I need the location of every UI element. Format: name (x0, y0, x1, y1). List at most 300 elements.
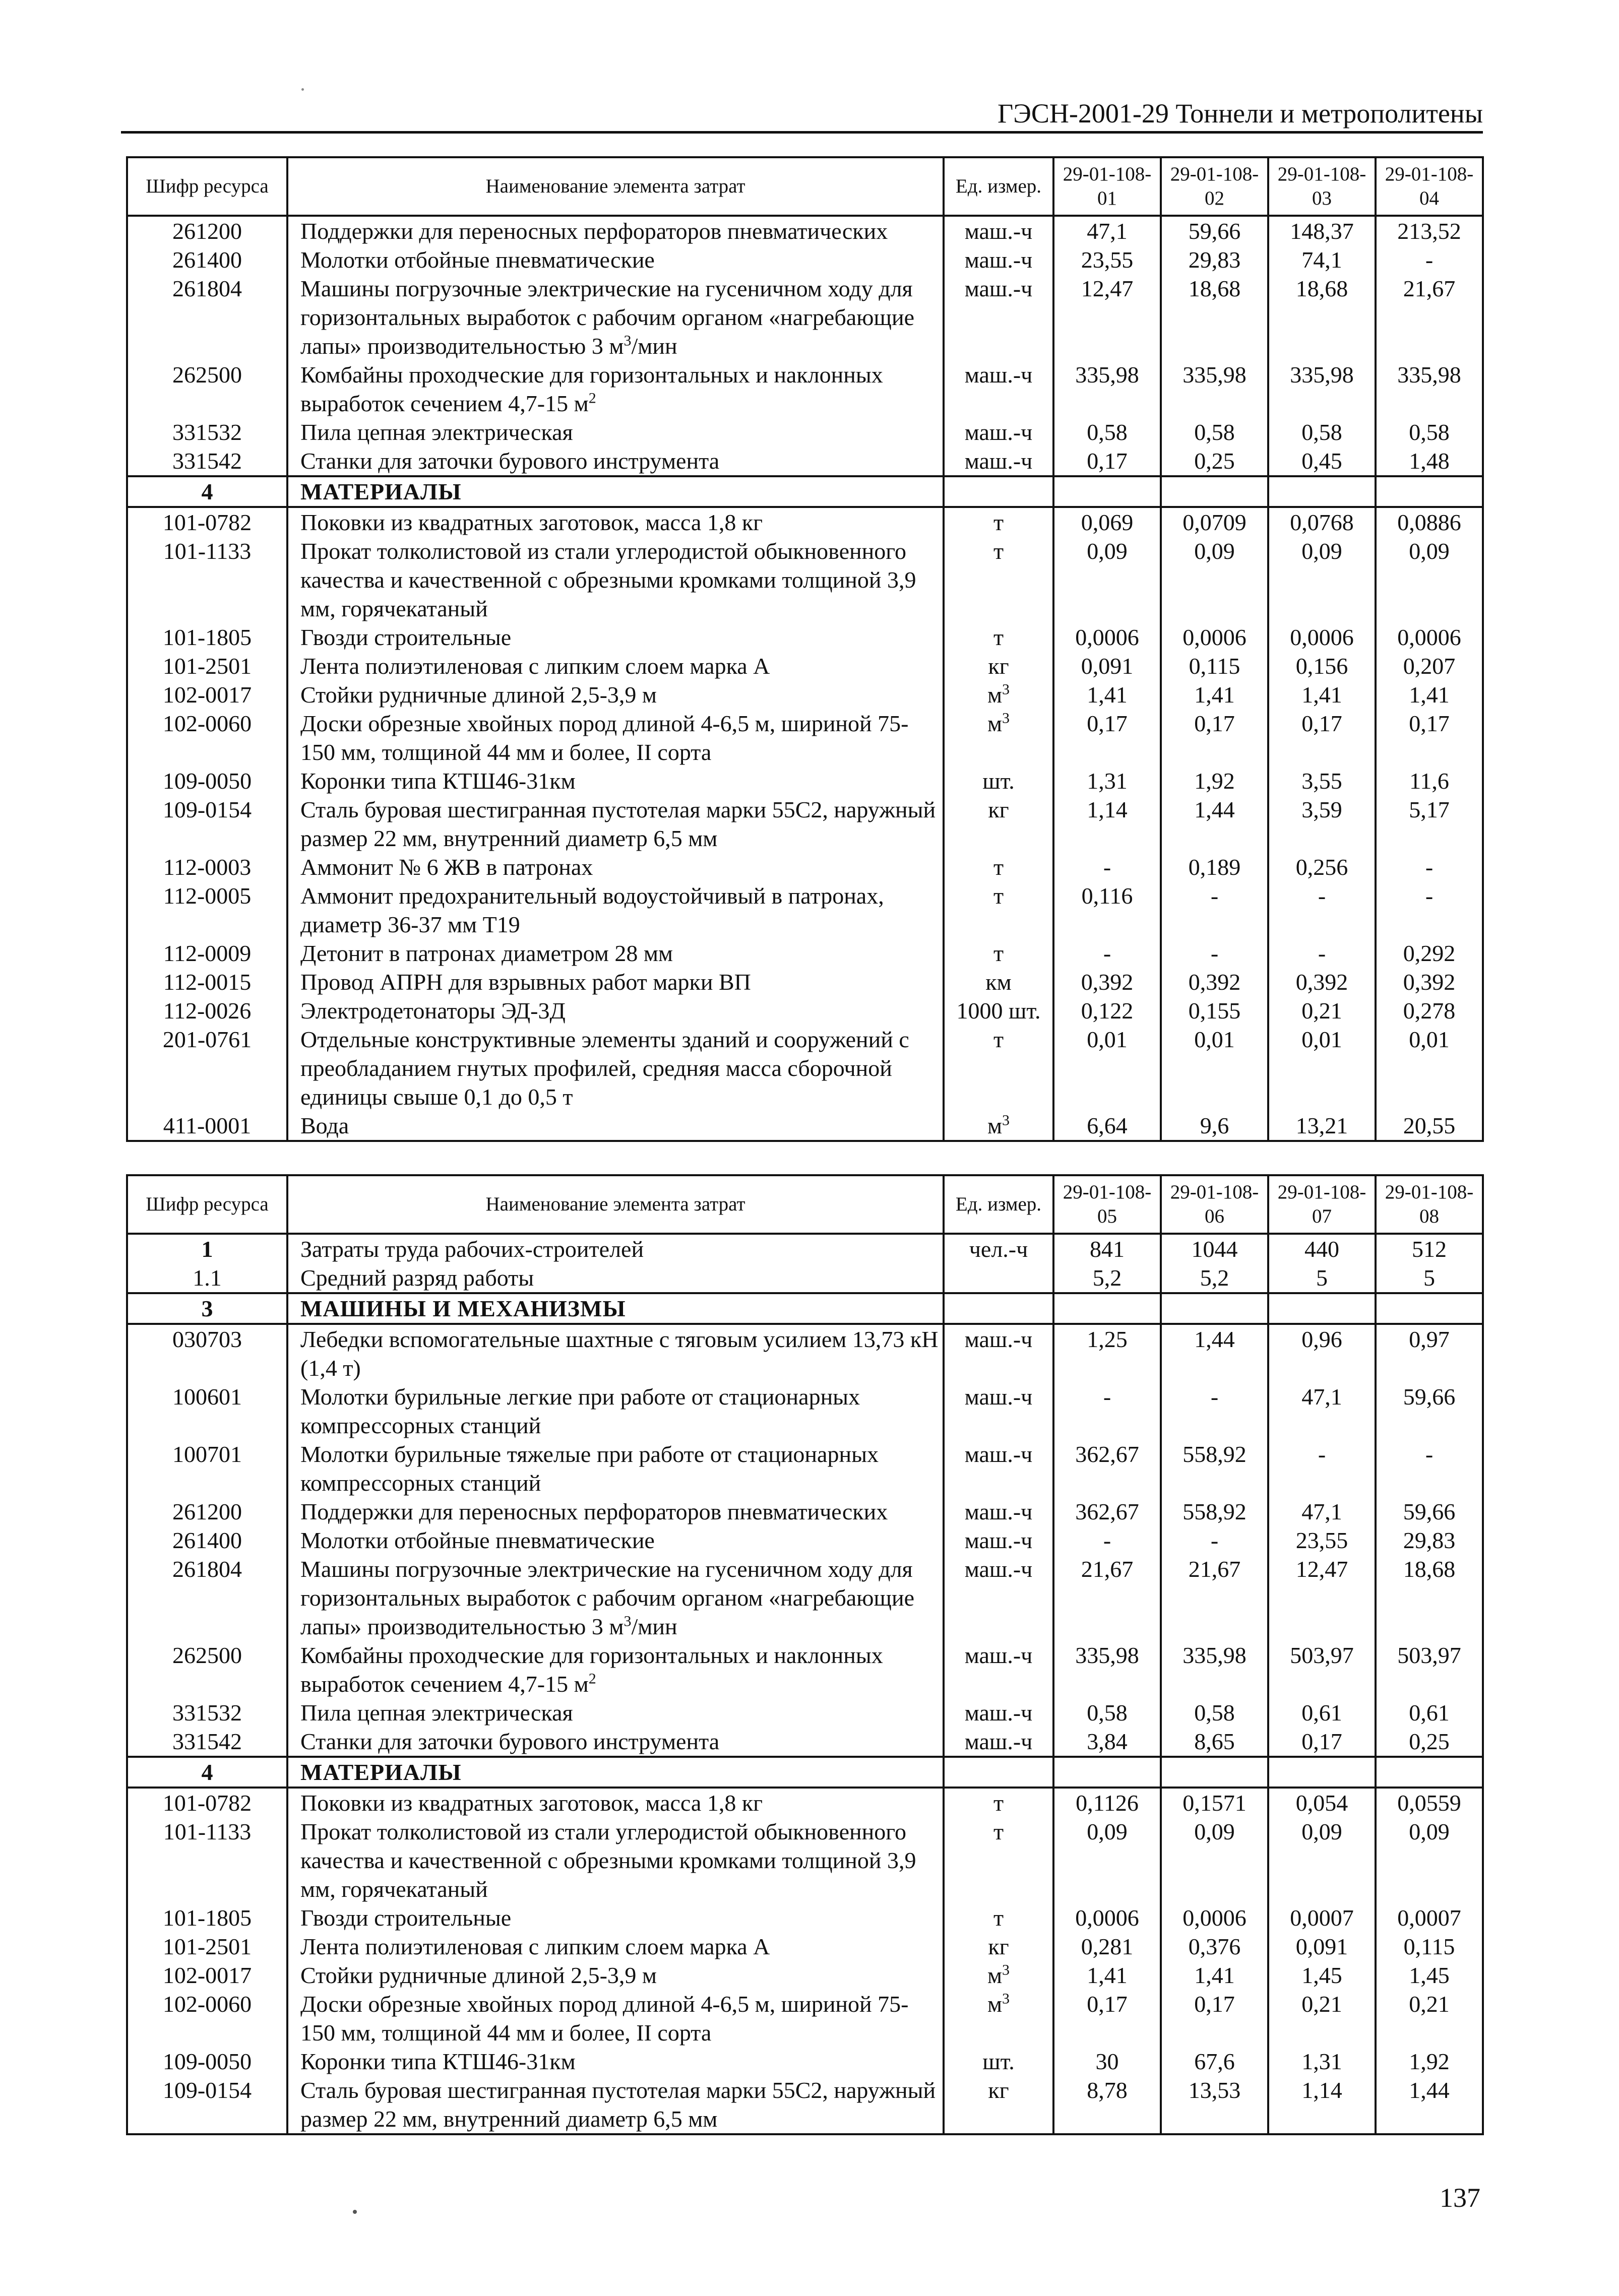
resource-code: 331542 (127, 1727, 287, 1757)
norm-value: 0,156 (1268, 652, 1376, 680)
norm-value: 1,44 (1161, 795, 1268, 853)
table-row (127, 1961, 1483, 1990)
resource-code: 109-0154 (127, 2076, 287, 2134)
resource-code: 331542 (127, 447, 287, 476)
norm-value: 440 (1268, 1234, 1376, 1263)
norm-value: 503,97 (1268, 1641, 1376, 1698)
norm-value: 0,01 (1376, 1025, 1483, 1111)
table-row (127, 1440, 1483, 1497)
section-row (127, 476, 1483, 507)
norm-value: 0,292 (1376, 939, 1483, 968)
norm-value: 67,6 (1161, 2047, 1268, 2076)
norm-value: 0,17 (1161, 709, 1268, 767)
norm-value: 0,0006 (1161, 1903, 1268, 1932)
unit: км (944, 968, 1053, 996)
cost-element-name: Поддержки для переносных перфораторов пневматических (287, 1497, 944, 1526)
table-row (127, 652, 1483, 680)
norm-value: 1,48 (1376, 447, 1483, 476)
resource-code: 112-0003 (127, 853, 287, 881)
norm-value: 5 (1376, 1263, 1483, 1293)
norm-value (1268, 1757, 1376, 1788)
norm-value: - (1268, 881, 1376, 939)
resource-code: 100601 (127, 1382, 287, 1440)
cost-element-name: Молотки бурильные тяжелые при работе от стационарных компрессорных станций (287, 1440, 944, 1497)
resource-code: 1 (127, 1234, 287, 1263)
norm-value: 1,45 (1376, 1961, 1483, 1990)
norm-value: 0,0768 (1268, 507, 1376, 537)
norm-value: 0,25 (1376, 1727, 1483, 1757)
column-header: Ед. измер. (944, 157, 1053, 216)
table-row (127, 1497, 1483, 1526)
cost-element-name: Коронки типа КТШ46-31км (287, 2047, 944, 2076)
norm-value: 0,256 (1268, 853, 1376, 881)
unit: маш.-ч (944, 274, 1053, 360)
norm-value: 0,0006 (1053, 623, 1161, 652)
resource-code: 4 (127, 476, 287, 507)
norm-value: 503,97 (1376, 1641, 1483, 1698)
norm-value: 0,155 (1161, 996, 1268, 1025)
norm-value: 1,41 (1053, 1961, 1161, 1990)
norm-value: 11,6 (1376, 767, 1483, 795)
norm-value: 1,41 (1161, 680, 1268, 709)
norm-value: 8,65 (1161, 1727, 1268, 1757)
resource-table-1 (126, 156, 1484, 1142)
norm-value: 0,392 (1053, 968, 1161, 996)
cost-element-name: Поковки из квадратных заготовок, масса 1,8 кг (287, 507, 944, 537)
resource-code: 261804 (127, 1555, 287, 1641)
table-1-body (127, 216, 1483, 1141)
norm-value: 0,09 (1376, 1817, 1483, 1903)
norm-value: 0,281 (1053, 1932, 1161, 1961)
norm-value: 0,17 (1053, 447, 1161, 476)
norm-value: 0,09 (1376, 537, 1483, 623)
norm-value: 362,67 (1053, 1440, 1161, 1497)
norm-value: 558,92 (1161, 1497, 1268, 1526)
column-header: 29-01-108-03 (1268, 157, 1376, 216)
norm-value: 0,17 (1268, 709, 1376, 767)
unit: т (944, 853, 1053, 881)
table-row (127, 1111, 1483, 1141)
unit (944, 1757, 1053, 1788)
norm-value: 47,1 (1268, 1382, 1376, 1440)
norm-value: 1,45 (1268, 1961, 1376, 1990)
norm-value: 0,116 (1053, 881, 1161, 939)
norm-value: 3,84 (1053, 1727, 1161, 1757)
scan-speck (353, 2210, 357, 2214)
norm-value: 0,0007 (1268, 1903, 1376, 1932)
norm-value: 841 (1053, 1234, 1161, 1263)
norm-value: 59,66 (1376, 1497, 1483, 1526)
norm-value: 13,21 (1268, 1111, 1376, 1141)
cost-element-name: Вода (287, 1111, 944, 1141)
norm-value: 3,55 (1268, 767, 1376, 795)
table-row (127, 360, 1483, 418)
table-row (127, 447, 1483, 476)
table-row (127, 507, 1483, 537)
unit: кг (944, 2076, 1053, 2134)
norm-value: 0,392 (1161, 968, 1268, 996)
norm-value: 0,97 (1376, 1324, 1483, 1382)
norm-value: 1,41 (1376, 680, 1483, 709)
unit: маш.-ч (944, 360, 1053, 418)
norm-value: 0,17 (1161, 1990, 1268, 2047)
norm-value: 0,0006 (1376, 623, 1483, 652)
norm-value: 0,01 (1053, 1025, 1161, 1111)
norm-value: 0,01 (1161, 1025, 1268, 1111)
norm-value (1376, 1293, 1483, 1324)
cost-element-name: Комбайны проходческие для горизонтальных и наклонных выработок сечением 4,7-15 $м^2$ (287, 360, 944, 418)
column-header: Шифр ресурса (127, 157, 287, 216)
norm-value: 0,45 (1268, 447, 1376, 476)
section-row (127, 1293, 1483, 1324)
norm-value: - (1376, 881, 1483, 939)
column-header: 29-01-108-08 (1376, 1175, 1483, 1234)
table-row (127, 767, 1483, 795)
norm-value: - (1053, 853, 1161, 881)
norm-value: 5,2 (1053, 1263, 1161, 1293)
unit: маш.-ч (944, 245, 1053, 274)
norm-value: 0,189 (1161, 853, 1268, 881)
norm-value: - (1161, 881, 1268, 939)
column-header: Наименование элемента затрат (287, 1175, 944, 1234)
cost-element-name: Детонит в патронах диаметром 28 мм (287, 939, 944, 968)
table-row (127, 968, 1483, 996)
cost-element-name: Гвозди строительные (287, 1903, 944, 1932)
table-row (127, 680, 1483, 709)
norm-value: 0,0709 (1161, 507, 1268, 537)
norm-value: 1,92 (1376, 2047, 1483, 2076)
unit: кг (944, 795, 1053, 853)
norm-value: 18,68 (1268, 274, 1376, 360)
norm-value: 0,21 (1268, 1990, 1376, 2047)
norm-value (1053, 1293, 1161, 1324)
norm-value (1376, 1757, 1483, 1788)
table-row (127, 709, 1483, 767)
norm-value: - (1053, 1382, 1161, 1440)
table-row (127, 1526, 1483, 1555)
unit: $м^3$ (944, 1990, 1053, 2047)
norm-value: 47,1 (1268, 1497, 1376, 1526)
unit: т (944, 939, 1053, 968)
unit: $м^3$ (944, 680, 1053, 709)
norm-value: 5,17 (1376, 795, 1483, 853)
norm-value: 1,31 (1053, 767, 1161, 795)
cost-element-name: Машины погрузочные электрические на гусеничном ходу для горизонтальных выработок с рабочим органом «нагребающие лапы» производительностью 3 $м^3$/мин (287, 274, 944, 360)
resource-code: 101-1805 (127, 1903, 287, 1932)
norm-value: 23,55 (1053, 245, 1161, 274)
resource-code: 101-1133 (127, 537, 287, 623)
norm-value: 335,98 (1161, 360, 1268, 418)
unit: маш.-ч (944, 1641, 1053, 1698)
cost-element-name: Электродетонаторы ЭД-3Д (287, 996, 944, 1025)
resource-code: 100701 (127, 1440, 287, 1497)
norm-value: 74,1 (1268, 245, 1376, 274)
unit: маш.-ч (944, 447, 1053, 476)
column-header: 29-01-108-07 (1268, 1175, 1376, 1234)
norm-value: 1,14 (1053, 795, 1161, 853)
norm-value: 1,25 (1053, 1324, 1161, 1382)
table-row (127, 1234, 1483, 1263)
unit: шт. (944, 2047, 1053, 2076)
norm-value: 1,92 (1161, 767, 1268, 795)
column-header: Шифр ресурса (127, 1175, 287, 1234)
norm-value: 13,53 (1161, 2076, 1268, 2134)
norm-value: - (1268, 1440, 1376, 1497)
unit: маш.-ч (944, 1698, 1053, 1727)
norm-value: 59,66 (1161, 216, 1268, 245)
unit: маш.-ч (944, 1440, 1053, 1497)
norm-value: 0,207 (1376, 652, 1483, 680)
table-row (127, 2076, 1483, 2134)
norm-value: 3,59 (1268, 795, 1376, 853)
table-2-header (127, 1175, 1483, 1234)
norm-value: 0,58 (1161, 418, 1268, 447)
table-row (127, 537, 1483, 623)
resource-code: 261200 (127, 1497, 287, 1526)
unit: $м^3$ (944, 1961, 1053, 1990)
norm-value: 0,0006 (1053, 1903, 1161, 1932)
norm-value: 335,98 (1161, 1641, 1268, 1698)
cost-element-name: Отдельные конструктивные элементы зданий и сооружений с преобладанием гнутых профилей, средняя масса сборочной единицы свыше 0,1 до 0,5 т (287, 1025, 944, 1111)
unit: т (944, 537, 1053, 623)
resource-code: 109-0050 (127, 767, 287, 795)
resource-code: 331532 (127, 1698, 287, 1727)
norm-value: 1,14 (1268, 2076, 1376, 2134)
norm-value: 18,68 (1376, 1555, 1483, 1641)
unit: т (944, 1903, 1053, 1932)
resource-code: 102-0060 (127, 709, 287, 767)
norm-value: 0,376 (1161, 1932, 1268, 1961)
unit: т (944, 881, 1053, 939)
scan-speck (301, 88, 304, 91)
cost-element-name: Станки для заточки бурового инструмента (287, 447, 944, 476)
resource-code: 262500 (127, 360, 287, 418)
unit: т (944, 1788, 1053, 1817)
cost-element-name: Лента полиэтиленовая с липким слоем марка А (287, 1932, 944, 1961)
resource-code: 1.1 (127, 1263, 287, 1293)
norm-value: 335,98 (1376, 360, 1483, 418)
column-header: 29-01-108-01 (1053, 157, 1161, 216)
norm-value: 1,31 (1268, 2047, 1376, 2076)
table-row (127, 1698, 1483, 1727)
norm-value: 0,01 (1268, 1025, 1376, 1111)
resource-code: 109-0050 (127, 2047, 287, 2076)
norm-value: 213,52 (1376, 216, 1483, 245)
cost-element-name: Аммонит предохранительный водоустойчивый в патронах, диаметр 36-37 мм Т19 (287, 881, 944, 939)
norm-value: 0,58 (1268, 418, 1376, 447)
table-row (127, 1263, 1483, 1293)
norm-value: - (1161, 939, 1268, 968)
norm-value (1053, 1757, 1161, 1788)
cost-element-name: Средний разряд работы (287, 1263, 944, 1293)
cost-element-name: Молотки отбойные пневматические (287, 245, 944, 274)
cost-element-name: Доски обрезные хвойных пород длиной 4-6,5 м, шириной 75-150 мм, толщиной 44 мм и более, II сорта (287, 709, 944, 767)
resource-code: 101-1133 (127, 1817, 287, 1903)
norm-value: 23,55 (1268, 1526, 1376, 1555)
table-row (127, 1025, 1483, 1111)
section-title: МАШИНЫ И МЕХАНИЗМЫ (287, 1293, 944, 1324)
table-row (127, 2047, 1483, 2076)
cost-element-name: Машины погрузочные электрические на гусеничном ходу для горизонтальных выработок с рабочим органом «нагребающие лапы» производительностью 3 $м^3$/мин (287, 1555, 944, 1641)
resource-code: 112-0015 (127, 968, 287, 996)
norm-value: 21,67 (1376, 274, 1483, 360)
norm-value: 0,115 (1376, 1932, 1483, 1961)
cost-element-name: Пила цепная электрическая (287, 1698, 944, 1727)
section-row (127, 1757, 1483, 1788)
table-row (127, 881, 1483, 939)
table-2-body (127, 1234, 1483, 2134)
unit: т (944, 507, 1053, 537)
norm-value: 0,09 (1161, 537, 1268, 623)
cost-element-name: Поковки из квадратных заготовок, масса 1,8 кг (287, 1788, 944, 1817)
table-row (127, 1932, 1483, 1961)
norm-value: - (1053, 939, 1161, 968)
resource-code: 112-0009 (127, 939, 287, 968)
column-header: 29-01-108-05 (1053, 1175, 1161, 1234)
page-header (121, 96, 1483, 134)
norm-value: 0,61 (1268, 1698, 1376, 1727)
norm-value: 20,55 (1376, 1111, 1483, 1141)
norm-value: 0,115 (1161, 652, 1268, 680)
table-row (127, 1788, 1483, 1817)
cost-element-name: Станки для заточки бурового инструмента (287, 1727, 944, 1757)
cost-element-name: Сталь буровая шестигранная пустотелая марки 55С2, наружный размер 22 мм, внутренний диаметр 6,5 мм (287, 2076, 944, 2134)
table-1-header (127, 157, 1483, 216)
norm-value: 0,0006 (1161, 623, 1268, 652)
norm-value: - (1376, 853, 1483, 881)
norm-value: 21,67 (1161, 1555, 1268, 1641)
unit: чел.-ч (944, 1234, 1053, 1263)
unit: $м^3$ (944, 709, 1053, 767)
column-header: Наименование элемента затрат (287, 157, 944, 216)
norm-value: - (1161, 1382, 1268, 1440)
resource-code: 112-0005 (127, 881, 287, 939)
norm-value (1268, 476, 1376, 507)
norm-value: 0,1571 (1161, 1788, 1268, 1817)
norm-value: 0,58 (1053, 418, 1161, 447)
table-row (127, 853, 1483, 881)
norm-value: 0,96 (1268, 1324, 1376, 1382)
unit: маш.-ч (944, 1382, 1053, 1440)
norm-value: 512 (1376, 1234, 1483, 1263)
norm-value: 1,44 (1161, 1324, 1268, 1382)
resource-table-2 (126, 1174, 1484, 2135)
norm-value: 0,09 (1268, 1817, 1376, 1903)
page-number: 137 (1440, 2183, 1480, 2213)
cost-element-name: Молотки отбойные пневматические (287, 1526, 944, 1555)
unit: шт. (944, 767, 1053, 795)
norm-value: 0,17 (1053, 709, 1161, 767)
norm-value: 335,98 (1268, 360, 1376, 418)
table-row (127, 418, 1483, 447)
section-title: МАТЕРИАЛЫ (287, 1757, 944, 1788)
resource-code: 101-2501 (127, 652, 287, 680)
norm-value: 1,41 (1161, 1961, 1268, 1990)
resource-code: 101-2501 (127, 1932, 287, 1961)
norm-value: 0,0886 (1376, 507, 1483, 537)
table-row (127, 996, 1483, 1025)
resource-code: 101-0782 (127, 507, 287, 537)
column-header: 29-01-108-04 (1376, 157, 1483, 216)
cost-element-name: Пила цепная электрическая (287, 418, 944, 447)
norm-value: 8,78 (1053, 2076, 1161, 2134)
norm-value: 0,0007 (1376, 1903, 1483, 1932)
norm-value: 0,21 (1268, 996, 1376, 1025)
unit: 1000 шт. (944, 996, 1053, 1025)
norm-value: 335,98 (1053, 1641, 1161, 1698)
resource-code: 201-0761 (127, 1025, 287, 1111)
cost-element-name: Стойки рудничные длиной 2,5-3,9 м (287, 680, 944, 709)
norm-value: 6,64 (1053, 1111, 1161, 1141)
norm-value: 0,09 (1053, 1817, 1161, 1903)
norm-value: 21,67 (1053, 1555, 1161, 1641)
norm-value: 29,83 (1161, 245, 1268, 274)
norm-value: 1044 (1161, 1234, 1268, 1263)
unit: кг (944, 652, 1053, 680)
resource-code: 102-0060 (127, 1990, 287, 2047)
norm-value: 558,92 (1161, 1440, 1268, 1497)
cost-element-name: Гвозди строительные (287, 623, 944, 652)
norm-value: 0,278 (1376, 996, 1483, 1025)
cost-element-name: Сталь буровая шестигранная пустотелая марки 55С2, наружный размер 22 мм, внутренний диаметр 6,5 мм (287, 795, 944, 853)
resource-code: 261200 (127, 216, 287, 245)
table-row (127, 1555, 1483, 1641)
norm-value: 0,392 (1376, 968, 1483, 996)
norm-value: 0,069 (1053, 507, 1161, 537)
norm-value: 0,25 (1161, 447, 1268, 476)
cost-element-name: Лента полиэтиленовая с липким слоем марка А (287, 652, 944, 680)
document-title: ГЭСН-2001-29 Тоннели и метрополитены (998, 98, 1483, 129)
cost-element-name: Прокат толколистовой из стали углеродистой обыкновенного качества и качественной с обрезными кромками толщиной 3,9 мм, горячекатаный (287, 537, 944, 623)
norm-value: 0,1126 (1053, 1788, 1161, 1817)
table-row (127, 274, 1483, 360)
unit: т (944, 623, 1053, 652)
norm-value: 1,41 (1053, 680, 1161, 709)
norm-value: 29,83 (1376, 1526, 1483, 1555)
norm-value: 0,0006 (1268, 623, 1376, 652)
norm-value: 362,67 (1053, 1497, 1161, 1526)
column-header: 29-01-108-02 (1161, 157, 1268, 216)
norm-value: 0,09 (1161, 1817, 1268, 1903)
cost-element-name: Коронки типа КТШ46-31км (287, 767, 944, 795)
norm-value: 18,68 (1161, 274, 1268, 360)
table-row (127, 939, 1483, 968)
cost-element-name: Затраты труда рабочих-строителей (287, 1234, 944, 1263)
resource-code: 262500 (127, 1641, 287, 1698)
norm-value: 0,392 (1268, 968, 1376, 996)
norm-value (1161, 1293, 1268, 1324)
unit: маш.-ч (944, 1555, 1053, 1641)
norm-value: 0,61 (1376, 1698, 1483, 1727)
resource-code: 101-0782 (127, 1788, 287, 1817)
section-title: МАТЕРИАЛЫ (287, 476, 944, 507)
norm-value: 5,2 (1161, 1263, 1268, 1293)
resource-code: 101-1805 (127, 623, 287, 652)
table-row (127, 1727, 1483, 1757)
resource-code: 261400 (127, 245, 287, 274)
norm-value: 0,0559 (1376, 1788, 1483, 1817)
cost-element-name: Комбайны проходческие для горизонтальных и наклонных выработок сечением 4,7-15 $м^2$ (287, 1641, 944, 1698)
norm-value: 0,58 (1376, 418, 1483, 447)
norm-value: - (1268, 939, 1376, 968)
unit: маш.-ч (944, 1727, 1053, 1757)
resource-code: 3 (127, 1293, 287, 1324)
unit: кг (944, 1932, 1053, 1961)
resource-code: 030703 (127, 1324, 287, 1382)
cost-element-name: Поддержки для переносных перфораторов пневматических (287, 216, 944, 245)
norm-value (1161, 1757, 1268, 1788)
norm-value: 148,37 (1268, 216, 1376, 245)
